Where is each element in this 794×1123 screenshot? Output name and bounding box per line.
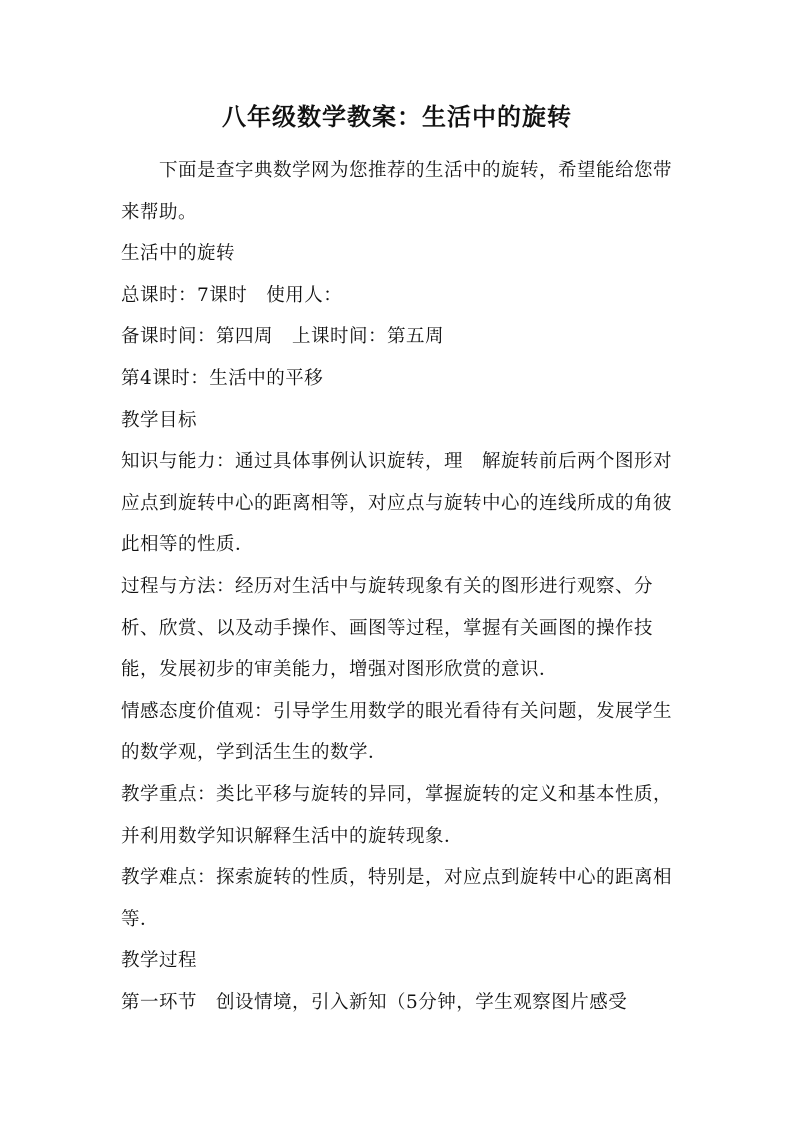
intro-paragraph: 下面是查字典数学网为您推荐的生活中的旋转，希望能给您带来帮助。 <box>121 160 673 223</box>
key-points-paragraph: 教学重点：类比平移与旋转的异同，掌握旋转的定义和基本性质，并利用数学知识解释生活中的旋转现象． <box>121 783 673 847</box>
knowledge-ability-paragraph: 知识与能力：通过具体事例认识旋转，理 解旋转前后两个图形对应点到旋转中心的距离相等，对应点与旋转中心的连线所成的角彼此相等的性质． <box>121 451 673 556</box>
document-body <box>121 150 681 1023</box>
step-one-paragraph: 第一环节 创设情境，引入新知（5分钟，学生观察图片感受 <box>121 991 628 1013</box>
lesson-number-line: 第4课时：生活中的平移 <box>121 367 324 389</box>
objectives-heading: 教学目标 <box>121 409 198 431</box>
section-heading: 生活中的旋转 <box>121 243 236 265</box>
total-hours-line: 总课时：7课时 使用人： <box>121 284 343 306</box>
attitude-values-paragraph: 情感态度价值观：引导学生用数学的眼光看待有关问题，发展学生的数学观，学到活生生的数学． <box>121 700 673 764</box>
document-title: 八年级数学教案：生活中的旋转 <box>222 103 572 131</box>
schedule-line: 备课时间：第四周 上课时间：第五周 <box>121 326 445 348</box>
process-method-paragraph: 过程与方法：经历对生活中与旋转现象有关的图形进行观察、分析、欣赏、以及动手操作、画图等过程，掌握有关画图的操作技能，发展初步的审美能力，增强对图形欣赏的意识． <box>121 575 654 681</box>
process-heading: 教学过程 <box>121 950 198 972</box>
difficult-points-paragraph: 教学难点：探索旋转的性质，特别是，对应点到旋转中心的距离相等． <box>121 867 673 930</box>
